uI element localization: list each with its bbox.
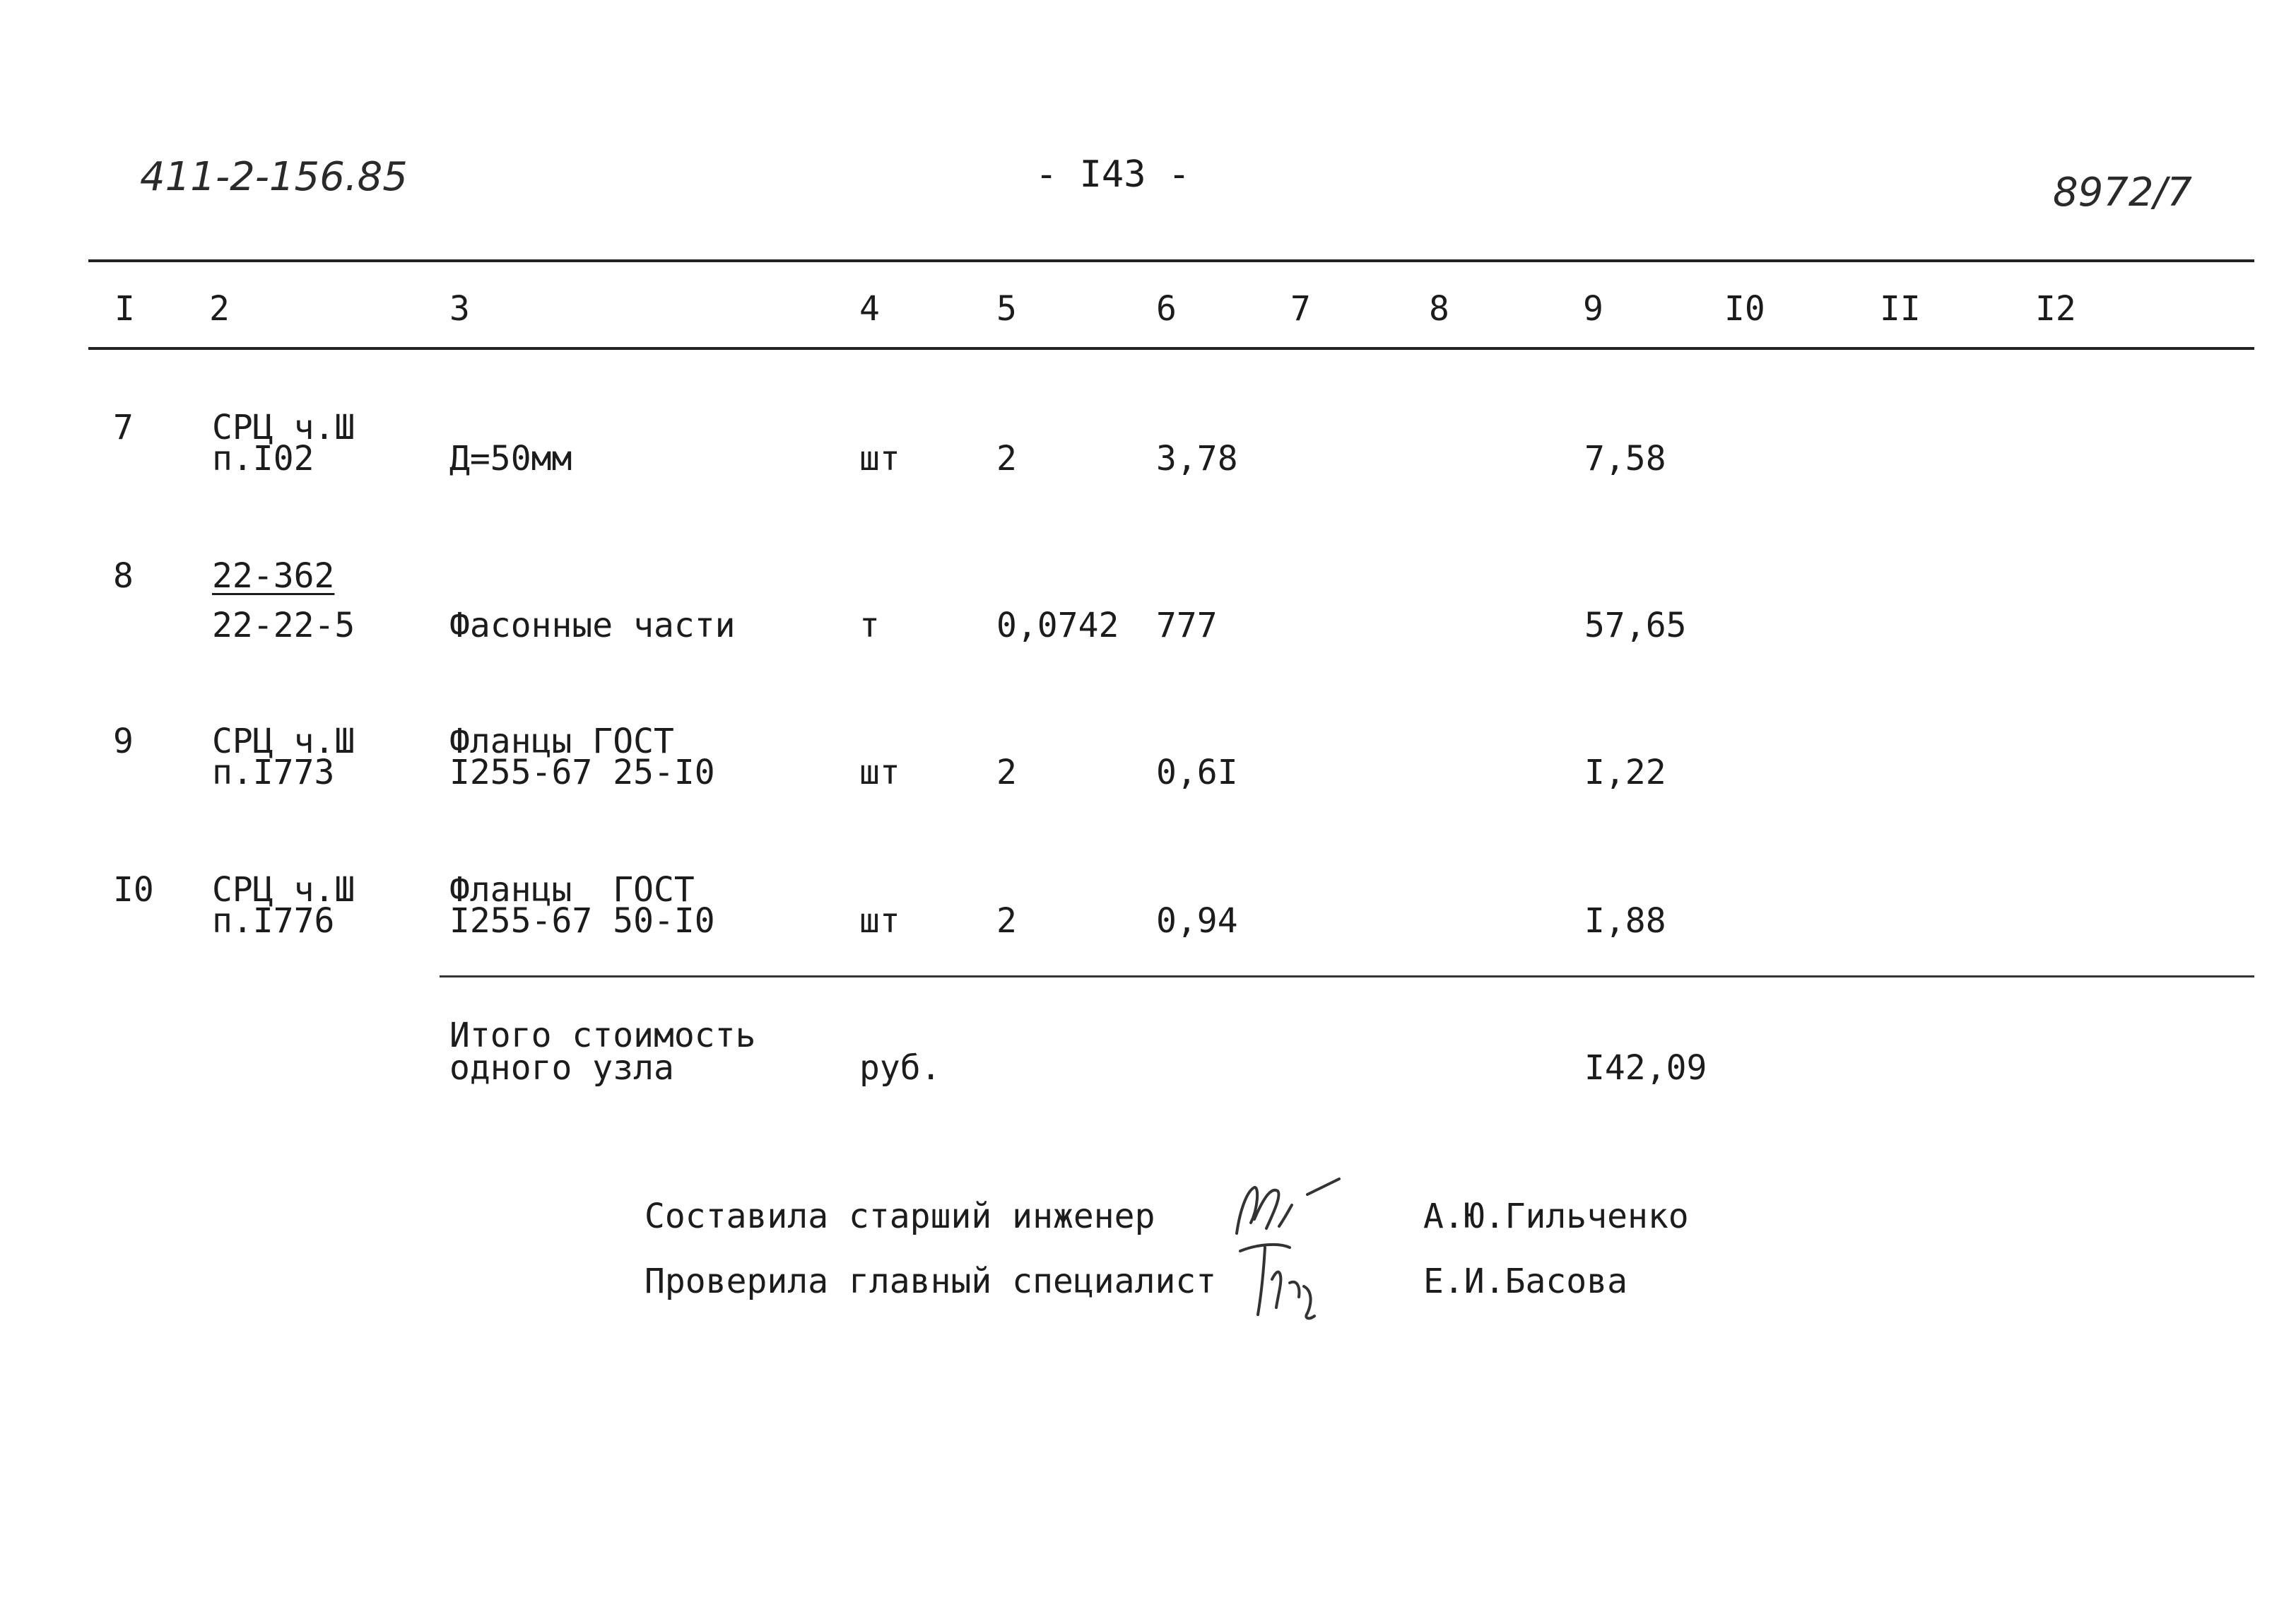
row-unit: т <box>859 606 880 645</box>
row-unit: шт <box>859 753 900 792</box>
column-header: 4 <box>859 289 880 329</box>
checked-by-name: Е.И.Басова <box>1423 1262 1627 1301</box>
row-total: I,22 <box>1584 753 1666 792</box>
row-reference: п.I776 <box>212 901 335 941</box>
row-unit: шт <box>859 439 900 478</box>
row-total: I,88 <box>1584 901 1666 941</box>
row-number: 7 <box>113 408 134 447</box>
row-price: 0,6I <box>1156 753 1238 792</box>
row-name: I255-67 50-I0 <box>449 901 715 941</box>
row-reference: 22-22-5 <box>212 606 355 645</box>
row-reference: СРЦ ч.Ш <box>212 870 355 910</box>
summary-total: I42,09 <box>1584 1048 1707 1088</box>
row-name: Фланцы ГОСТ <box>449 722 674 761</box>
column-header: I0 <box>1724 289 1765 329</box>
table-header-rule <box>88 347 2254 350</box>
row-name: Фланцы ГОСТ <box>449 870 695 910</box>
summary-rule <box>440 975 2254 977</box>
column-header: 6 <box>1156 289 1177 329</box>
column-header: 7 <box>1290 289 1311 329</box>
row-quantity: 2 <box>996 753 1017 792</box>
compiled-by-role: Составила старший инженер <box>644 1197 1155 1236</box>
summary-label: Итого стоимость <box>449 1016 756 1055</box>
row-reference: п.I02 <box>212 439 314 478</box>
column-header: 5 <box>996 289 1017 329</box>
page-number: - I43 - <box>1035 153 1191 196</box>
row-total: 57,65 <box>1584 606 1687 645</box>
handwritten-signature-checked <box>1230 1230 1343 1322</box>
column-header: II <box>1880 289 1921 329</box>
row-number: I0 <box>113 870 154 910</box>
row-reference: 22-362 <box>212 556 335 596</box>
sheet-code: 8972/7 <box>2053 170 2193 216</box>
row-reference: СРЦ ч.Ш <box>212 722 355 761</box>
row-name: Д=50мм <box>449 439 572 478</box>
compiled-by-name: А.Ю.Гильченко <box>1423 1197 1689 1236</box>
row-number: 9 <box>113 722 134 761</box>
column-header: 3 <box>449 289 470 329</box>
row-price: 777 <box>1156 606 1218 645</box>
row-reference: СРЦ ч.Ш <box>212 408 355 447</box>
row-price: 0,94 <box>1156 901 1238 941</box>
summary-unit: руб. <box>859 1048 941 1088</box>
row-quantity: 0,0742 <box>996 606 1119 645</box>
column-header: 2 <box>209 289 230 329</box>
checked-by-role: Проверила главный специалист <box>644 1262 1217 1301</box>
row-name: Фасонные части <box>449 606 736 645</box>
document-code: 411-2-156.85 <box>140 154 408 200</box>
row-reference: п.I773 <box>212 753 335 792</box>
row-unit: шт <box>859 901 900 941</box>
column-header: I2 <box>2035 289 2076 329</box>
column-header: 8 <box>1429 289 1449 329</box>
row-quantity: 2 <box>996 439 1017 478</box>
column-header: I <box>114 289 135 329</box>
column-header: 9 <box>1583 289 1603 329</box>
summary-label: одного узла <box>449 1048 674 1088</box>
row-name: I255-67 25-I0 <box>449 753 715 792</box>
row-total: 7,58 <box>1584 439 1666 478</box>
table-top-rule <box>88 259 2254 262</box>
row-price: 3,78 <box>1156 439 1238 478</box>
row-number: 8 <box>113 556 134 596</box>
row-quantity: 2 <box>996 901 1017 941</box>
